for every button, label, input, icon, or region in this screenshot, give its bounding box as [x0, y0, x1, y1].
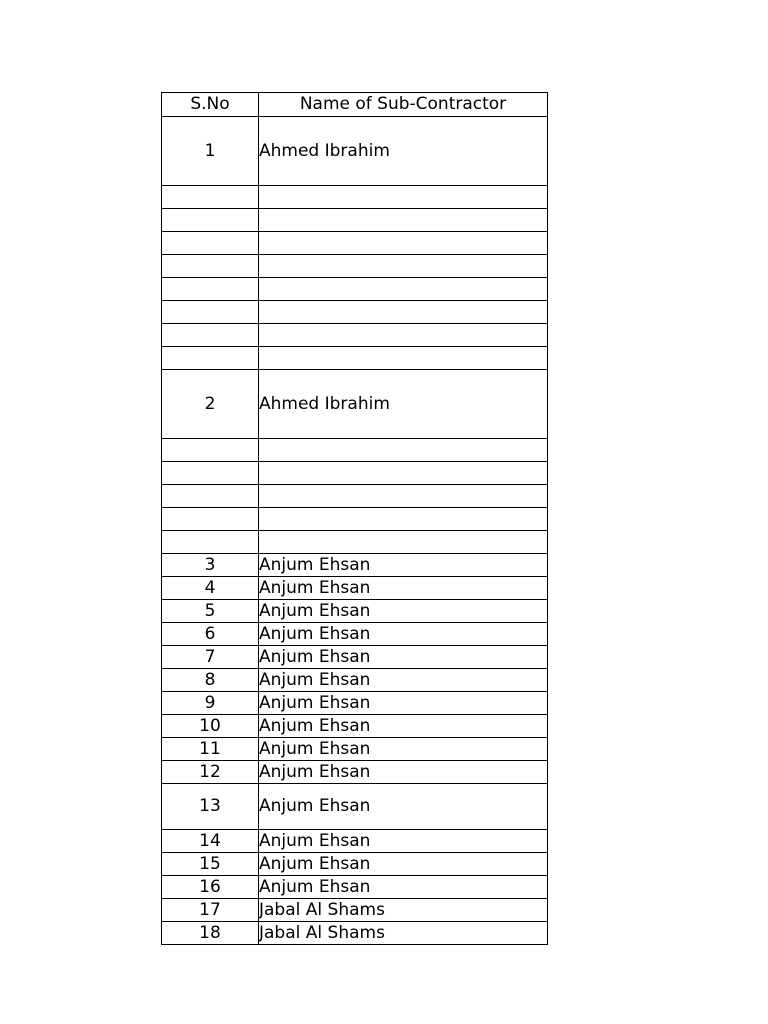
sno-cell: [162, 232, 259, 255]
sub-contractor-name-cell: [259, 255, 548, 278]
sno-cell: [162, 186, 259, 209]
table-row: [162, 577, 548, 600]
sub-contractor-name-cell: Anjum Ehsan: [259, 876, 548, 899]
sno-cell: 16: [162, 876, 259, 899]
table-row: [162, 669, 548, 692]
sub-contractor-table: [161, 92, 548, 945]
sno-cell: 8: [162, 669, 259, 692]
table-row: [162, 761, 548, 784]
sno-cell: 18: [162, 922, 259, 945]
table-row: [162, 324, 548, 347]
sub-contractor-name-cell: [259, 439, 548, 462]
sno-cell: [162, 531, 259, 554]
table-row: [162, 738, 548, 761]
sno-cell: 1: [162, 117, 259, 186]
sub-contractor-name-cell: [259, 347, 548, 370]
sub-contractor-name-cell: Anjum Ehsan: [259, 715, 548, 738]
sub-contractor-name-cell: Anjum Ehsan: [259, 738, 548, 761]
sno-cell: 3: [162, 554, 259, 577]
header-row: [162, 93, 548, 117]
sub-contractor-name-cell: [259, 232, 548, 255]
sno-cell: 14: [162, 830, 259, 853]
table-row: [162, 600, 548, 623]
table-row: [162, 531, 548, 554]
sno-cell: 17: [162, 899, 259, 922]
sub-contractor-name-cell: Anjum Ehsan: [259, 577, 548, 600]
table-row: [162, 623, 548, 646]
sno-cell: [162, 255, 259, 278]
sub-contractor-name-cell: Anjum Ehsan: [259, 830, 548, 853]
table-row: [162, 853, 548, 876]
sno-cell: [162, 439, 259, 462]
sno-cell: 13: [162, 784, 259, 830]
sub-contractor-name-cell: Anjum Ehsan: [259, 623, 548, 646]
table-row: [162, 922, 548, 945]
sub-contractor-name-cell: [259, 209, 548, 232]
table-row: [162, 692, 548, 715]
sub-contractor-name-cell: Anjum Ehsan: [259, 784, 548, 830]
table-row: [162, 899, 548, 922]
sno-cell: [162, 485, 259, 508]
table-row: [162, 255, 548, 278]
sno-cell: 6: [162, 623, 259, 646]
table-row: [162, 370, 548, 439]
table-row: [162, 232, 548, 255]
table-row: [162, 876, 548, 899]
sub-contractor-name-cell: [259, 324, 548, 347]
sub-contractor-name-cell: [259, 186, 548, 209]
table-row: [162, 301, 548, 324]
table-body: [162, 117, 548, 945]
table-row: [162, 439, 548, 462]
table-row: [162, 186, 548, 209]
sub-contractor-name-cell: Jabal Al Shams: [259, 899, 548, 922]
sub-contractor-name-cell: [259, 462, 548, 485]
sno-cell: [162, 209, 259, 232]
sub-contractor-name-cell: [259, 508, 548, 531]
sno-cell: [162, 462, 259, 485]
table-row: [162, 117, 548, 186]
sno-cell: 7: [162, 646, 259, 669]
sno-cell: 11: [162, 738, 259, 761]
sno-cell: 4: [162, 577, 259, 600]
sno-cell: 15: [162, 853, 259, 876]
table-row: [162, 508, 548, 531]
table-row: [162, 278, 548, 301]
sno-cell: [162, 347, 259, 370]
sub-contractor-name-cell: Anjum Ehsan: [259, 646, 548, 669]
sub-contractor-name-cell: Anjum Ehsan: [259, 669, 548, 692]
sub-contractor-name-cell: Anjum Ehsan: [259, 853, 548, 876]
sno-cell: 5: [162, 600, 259, 623]
sno-cell: [162, 301, 259, 324]
sub-contractor-name-cell: [259, 485, 548, 508]
sub-contractor-name-cell: Anjum Ehsan: [259, 692, 548, 715]
sub-contractor-name-cell: Jabal Al Shams: [259, 922, 548, 945]
name-header: Name of Sub-Contractor: [259, 93, 548, 117]
table-row: [162, 209, 548, 232]
sub-contractor-name-cell: [259, 301, 548, 324]
sub-contractor-name-cell: Ahmed Ibrahim: [259, 370, 548, 439]
sno-cell: 10: [162, 715, 259, 738]
sub-contractor-name-cell: Ahmed Ibrahim: [259, 117, 548, 186]
sub-contractor-name-cell: Anjum Ehsan: [259, 600, 548, 623]
sno-cell: 2: [162, 370, 259, 439]
table-row: [162, 830, 548, 853]
sno-cell: 9: [162, 692, 259, 715]
sno-header: S.No: [162, 93, 259, 117]
sno-cell: [162, 508, 259, 531]
table-row: [162, 784, 548, 830]
sno-cell: [162, 278, 259, 301]
table-row: [162, 347, 548, 370]
sno-cell: 12: [162, 761, 259, 784]
table-row: [162, 715, 548, 738]
table-row: [162, 554, 548, 577]
sub-contractor-name-cell: Anjum Ehsan: [259, 554, 548, 577]
table-row: [162, 646, 548, 669]
sno-cell: [162, 324, 259, 347]
sub-contractor-name-cell: Anjum Ehsan: [259, 761, 548, 784]
sub-contractor-name-cell: [259, 278, 548, 301]
sub-contractor-name-cell: [259, 531, 548, 554]
table-row: [162, 485, 548, 508]
table-row: [162, 462, 548, 485]
